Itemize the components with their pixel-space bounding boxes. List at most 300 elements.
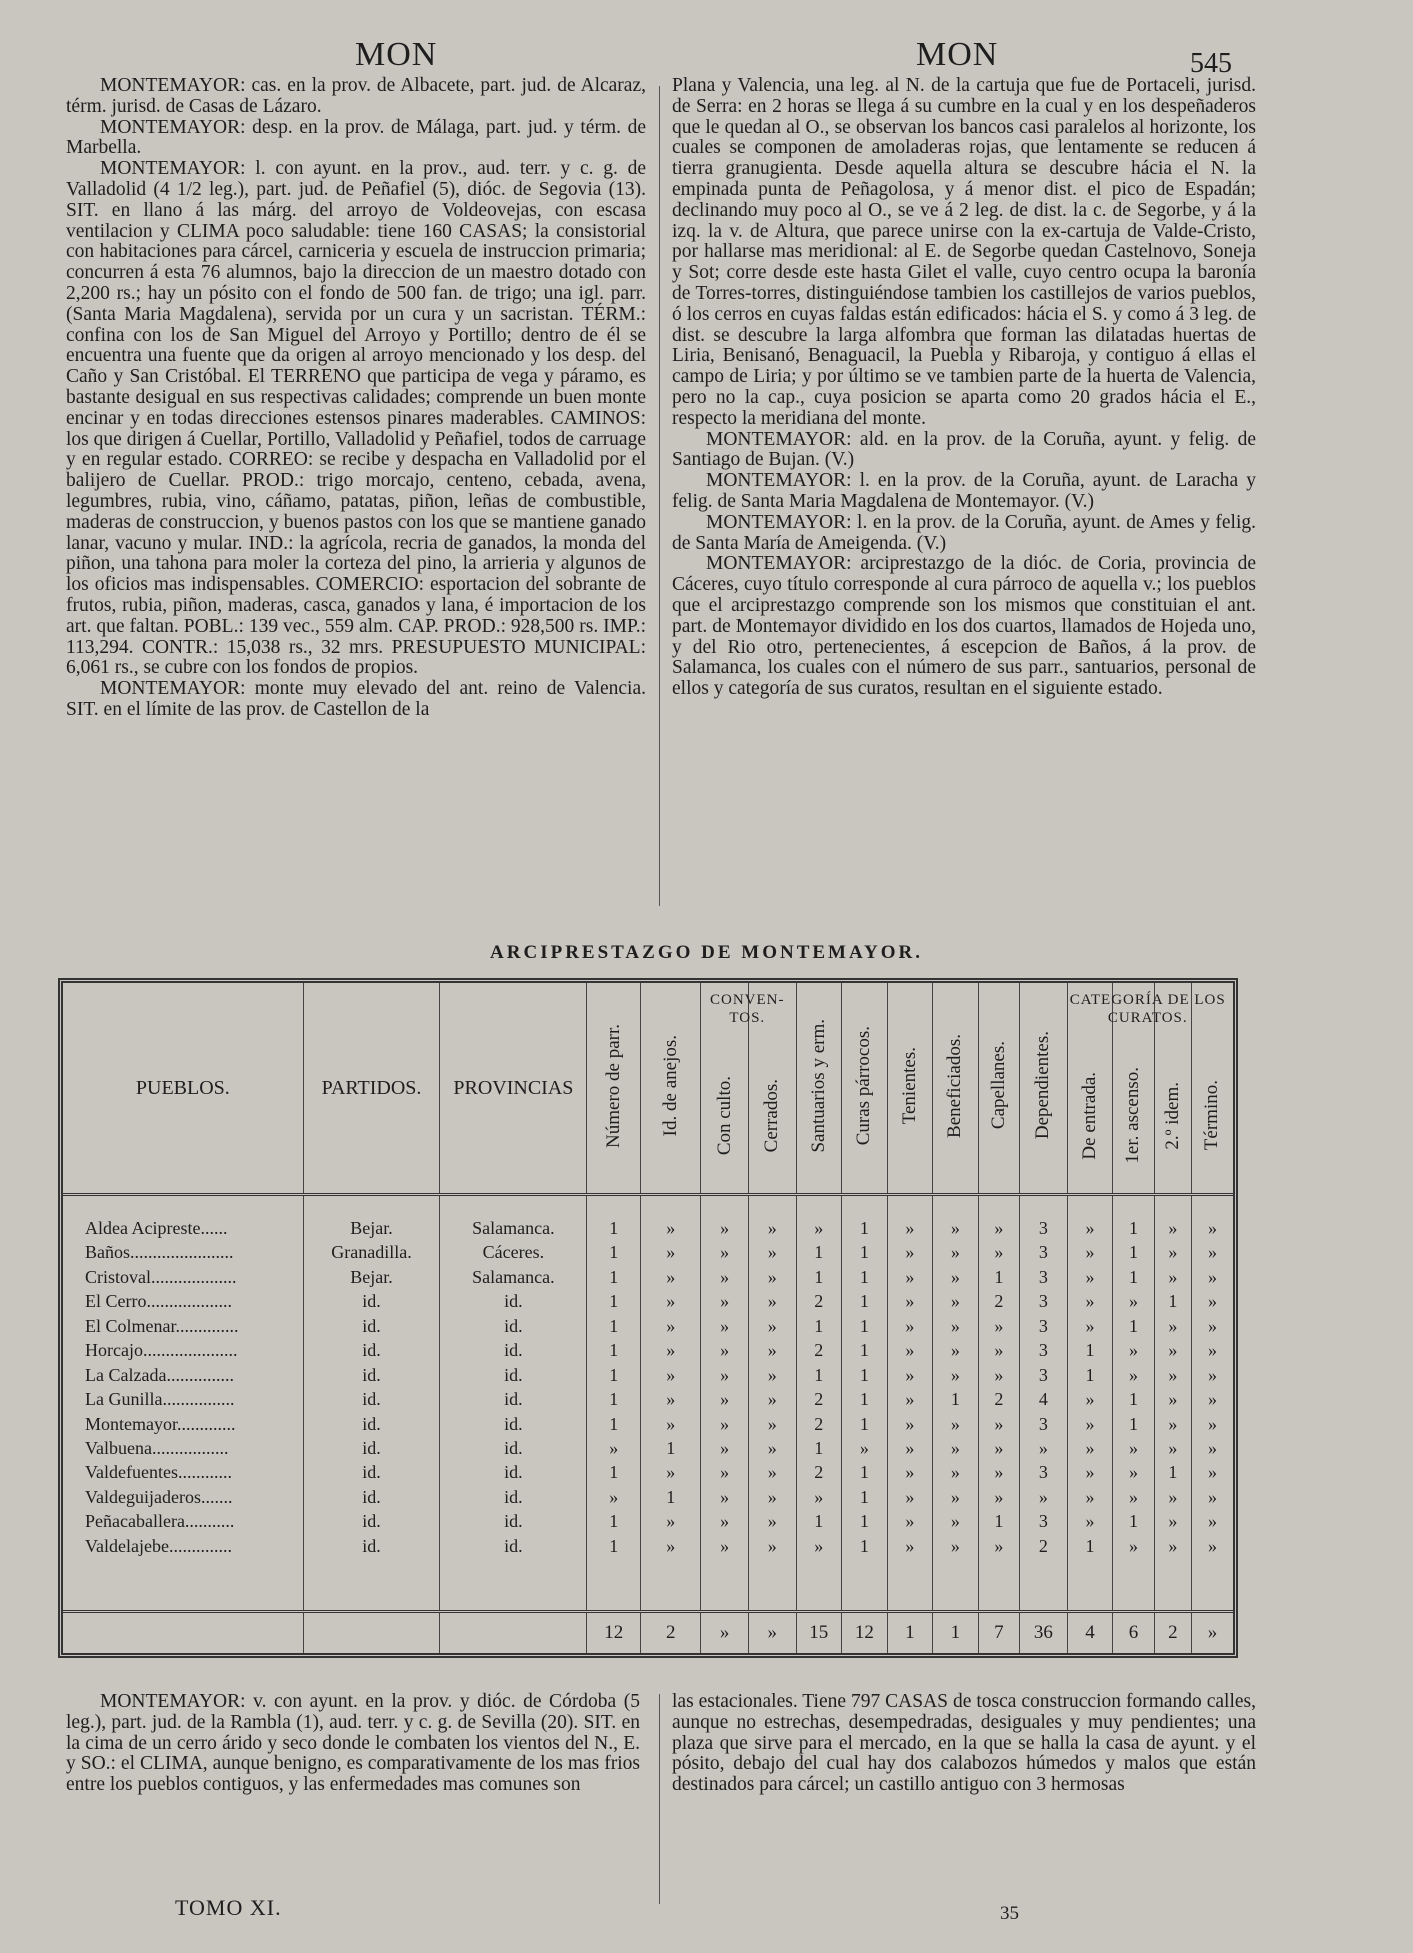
total-cell: 12 bbox=[842, 1612, 888, 1654]
table-row bbox=[63, 1290, 1233, 1314]
table-cell: » bbox=[748, 1387, 796, 1411]
table-cell: 1 bbox=[842, 1216, 888, 1240]
town-cell: Valbuena................. bbox=[85, 1437, 229, 1458]
table-cell: 1 bbox=[1113, 1387, 1154, 1411]
table-cell: » bbox=[701, 1265, 749, 1289]
running-header-right: MON bbox=[916, 36, 999, 73]
town-cell: Horcajo..................... bbox=[85, 1340, 238, 1361]
table-cell: 1 bbox=[842, 1338, 888, 1362]
table-cell: » bbox=[1191, 1363, 1233, 1387]
table-row bbox=[63, 1436, 1233, 1460]
table-cell: » bbox=[641, 1363, 701, 1387]
table-cell: Bejar. bbox=[303, 1265, 440, 1289]
table-cell: » bbox=[933, 1534, 979, 1558]
table-cell: Granadilla. bbox=[303, 1241, 440, 1265]
table-cell: 1 bbox=[1154, 1290, 1191, 1314]
table-cell: » bbox=[1154, 1241, 1191, 1265]
table-cell: » bbox=[587, 1436, 641, 1460]
table-cell: » bbox=[1020, 1436, 1068, 1460]
table-row bbox=[63, 1265, 1233, 1289]
total-cell: 2 bbox=[1154, 1612, 1191, 1654]
table-cell: » bbox=[1154, 1485, 1191, 1509]
total-cell: 7 bbox=[978, 1612, 1019, 1654]
table-cell: 2 bbox=[978, 1387, 1019, 1411]
table-cell: 1 bbox=[842, 1265, 888, 1289]
table-cell: » bbox=[1067, 1412, 1113, 1436]
table-cell: 1 bbox=[1067, 1363, 1113, 1387]
table-cell: » bbox=[978, 1363, 1019, 1387]
table-cell: » bbox=[1191, 1338, 1233, 1362]
table-cell: » bbox=[748, 1485, 796, 1509]
table-cell: » bbox=[1113, 1338, 1154, 1362]
entry-paragraph: MONTEMAYOR: l. en la prov. de la Coruña, ayunt. de Ames y felig. de Santa María de Ameigenda. (V.) bbox=[672, 511, 1256, 554]
table-cell: » bbox=[748, 1338, 796, 1362]
table-cell: 1 bbox=[1113, 1216, 1154, 1240]
table-cell: id. bbox=[440, 1363, 587, 1387]
table-row bbox=[63, 1216, 1233, 1240]
group-categoria: CATEGORÍA DE LOS CURATOS. bbox=[1069, 992, 1226, 1026]
table-cell: » bbox=[641, 1338, 701, 1362]
table-cell: id. bbox=[303, 1290, 440, 1314]
header-ascenso2: 2.º idem. bbox=[1154, 983, 1191, 1195]
table-cell: id. bbox=[440, 1461, 587, 1485]
header-beneficiados: Beneficiados. bbox=[933, 983, 979, 1195]
table-cell: » bbox=[1191, 1216, 1233, 1240]
table-cell: 3 bbox=[1020, 1290, 1068, 1314]
table-cell: » bbox=[1154, 1412, 1191, 1436]
bottom-right-column bbox=[672, 1692, 1256, 1796]
table-cell: » bbox=[748, 1216, 796, 1240]
table-cell: » bbox=[748, 1363, 796, 1387]
table-cell: 1 bbox=[1154, 1461, 1191, 1485]
table-cell: id. bbox=[303, 1534, 440, 1558]
header-numero-parr: Número de parr. bbox=[587, 983, 641, 1195]
table-row bbox=[63, 1534, 1233, 1558]
town-cell: El Colmenar.............. bbox=[85, 1315, 239, 1336]
table-cell: » bbox=[1067, 1436, 1113, 1460]
table-cell: » bbox=[1191, 1387, 1233, 1411]
page-number: 545 bbox=[1190, 48, 1232, 79]
volume-label: TOMO XI. bbox=[175, 1895, 282, 1920]
table-cell: » bbox=[701, 1216, 749, 1240]
header-pueblos: PUEBLOS. bbox=[63, 983, 303, 1195]
table-cell: » bbox=[641, 1510, 701, 1534]
total-cell: » bbox=[1191, 1612, 1233, 1654]
table-cell: 1 bbox=[587, 1338, 641, 1362]
table-cell: » bbox=[641, 1534, 701, 1558]
table-cell: id. bbox=[440, 1338, 587, 1362]
header-anejos: Id. de anejos. bbox=[641, 983, 701, 1195]
table-cell: » bbox=[796, 1534, 842, 1558]
total-cell: 36 bbox=[1020, 1612, 1068, 1654]
table-cell: » bbox=[1154, 1216, 1191, 1240]
table-cell: 1 bbox=[842, 1461, 888, 1485]
table-cell: » bbox=[978, 1412, 1019, 1436]
table-cell: id. bbox=[440, 1290, 587, 1314]
table-cell: 1 bbox=[842, 1241, 888, 1265]
table-cell: id. bbox=[303, 1436, 440, 1460]
table-cell: 1 bbox=[587, 1314, 641, 1338]
table-cell: id. bbox=[303, 1387, 440, 1411]
table-cell: » bbox=[641, 1290, 701, 1314]
table-cell: 1 bbox=[1113, 1241, 1154, 1265]
table-cell: 1 bbox=[842, 1290, 888, 1314]
table-cell: 3 bbox=[1020, 1412, 1068, 1436]
table-row bbox=[63, 1412, 1233, 1436]
table-cell: » bbox=[587, 1485, 641, 1509]
table-cell: » bbox=[748, 1461, 796, 1485]
total-cell: 15 bbox=[796, 1612, 842, 1654]
table-cell: » bbox=[887, 1461, 933, 1485]
table-cell: 1 bbox=[796, 1363, 842, 1387]
table-cell: 1 bbox=[641, 1485, 701, 1509]
table-cell: » bbox=[887, 1241, 933, 1265]
table-cell: » bbox=[701, 1510, 749, 1534]
table-cell: » bbox=[1154, 1436, 1191, 1460]
table-cell: id. bbox=[440, 1510, 587, 1534]
table-cell: » bbox=[933, 1265, 979, 1289]
table-cell: » bbox=[701, 1461, 749, 1485]
table-cell: » bbox=[933, 1412, 979, 1436]
town-cell: Valdelajebe.............. bbox=[85, 1535, 232, 1556]
table-cell: » bbox=[748, 1412, 796, 1436]
table-cell: 1 bbox=[587, 1534, 641, 1558]
table-cell: » bbox=[1113, 1436, 1154, 1460]
left-column bbox=[66, 76, 646, 721]
table-title: ARCIPRESTAZGO DE MONTEMAYOR. bbox=[490, 942, 923, 963]
header-cerrados: Cerrados. bbox=[748, 983, 796, 1195]
table-cell: » bbox=[887, 1265, 933, 1289]
table-cell: » bbox=[978, 1534, 1019, 1558]
table-cell: » bbox=[1067, 1290, 1113, 1314]
town-cell: Valdeguijaderos....... bbox=[85, 1486, 233, 1507]
town-cell: Aldea Acipreste...... bbox=[85, 1217, 228, 1238]
header-dependientes: Dependientes. bbox=[1020, 983, 1068, 1195]
table-cell: » bbox=[978, 1436, 1019, 1460]
table-cell: 1 bbox=[796, 1314, 842, 1338]
table-cell: id. bbox=[440, 1412, 587, 1436]
signature-mark: 35 bbox=[1000, 1903, 1019, 1924]
table-row bbox=[63, 1485, 1233, 1509]
table-cell: id. bbox=[303, 1412, 440, 1436]
table-cell: 1 bbox=[1113, 1510, 1154, 1534]
table-cell: » bbox=[701, 1338, 749, 1362]
header-capellanes: Capellanes. bbox=[978, 983, 1019, 1195]
table-cell: » bbox=[1191, 1510, 1233, 1534]
table-cell: 1 bbox=[587, 1461, 641, 1485]
table-cell: 1 bbox=[587, 1510, 641, 1534]
table-cell: » bbox=[748, 1534, 796, 1558]
right-column bbox=[672, 76, 1256, 700]
table-cell: » bbox=[1067, 1387, 1113, 1411]
table-cell: » bbox=[748, 1290, 796, 1314]
table-row bbox=[63, 1363, 1233, 1387]
table-cell: 3 bbox=[1020, 1314, 1068, 1338]
table-cell: » bbox=[933, 1314, 979, 1338]
table-cell: » bbox=[1113, 1485, 1154, 1509]
table-cell: » bbox=[701, 1290, 749, 1314]
table-cell: 1 bbox=[842, 1485, 888, 1509]
table-cell: » bbox=[1154, 1387, 1191, 1411]
table-cell: » bbox=[887, 1485, 933, 1509]
entry-paragraph: Plana y Valencia, una leg. al N. de la cartuja que fue de Portaceli, jurisd. de Serra: en 2 horas se llega á su cumbre en la cual y en los despeñaderos que le quedan al O., se observan los bancos casi paralelos al horizonte, los cuales se componen de amoladeras rojas, que lentamente se reducen á tierra granugienta. Desde aquella altura se descubre hácia el N. la empinada punta de Peñagolosa, y á menor dist. el pico de Espadán; declinando muy poco al O., se ve á 2 leg. de dist. la c. de Segorbe, y á la izq. la v. de Altura, que parece unirse con la ex-cartuja de Valde-Cristo, por hallarse mas meridional: al E. de Segorbe quedan Castelnovo, Soneja y Sot; corre desde este hasta Gilet el valle, cuyo centro ocupa la baronía de Torres-torres, distinguiéndose tambien los castillejos de varios pueblos, ó los cerros en cuyas faldas están edificados: hácia el S. y como á 3 leg. de dist. se descubre la larga alfombra que forman las dilatadas huertas de Liria, Benisanó, Benaguacil, la Puebla y Ribaroja, y contiguo á ellas el campo de Liria; y por último se ve tambien parte de la huerta de Valencia, pero no la cap., cuya posicion se aparta como 20 grados hácia el E., respecto la meridiana del monte. bbox=[672, 75, 1256, 429]
table-cell: » bbox=[933, 1290, 979, 1314]
table-cell: » bbox=[887, 1510, 933, 1534]
table-cell: » bbox=[978, 1485, 1019, 1509]
header-entrada: CATEGORÍA DE LOS CURATOS. De entrada. bbox=[1067, 983, 1113, 1195]
table-cell: » bbox=[1113, 1290, 1154, 1314]
entry-paragraph: MONTEMAYOR: monte muy elevado del ant. reino de Valencia. SIT. en el límite de las prov. de Castellon de la bbox=[66, 678, 646, 720]
table-cell: » bbox=[1067, 1216, 1113, 1240]
header-con-culto: CONVEN-TOS. Con culto. bbox=[701, 983, 749, 1195]
table-cell: 1 bbox=[842, 1412, 888, 1436]
table-cell: » bbox=[641, 1265, 701, 1289]
table-cell: 2 bbox=[796, 1461, 842, 1485]
table-cell: » bbox=[933, 1363, 979, 1387]
table-cell: 1 bbox=[587, 1387, 641, 1411]
town-cell: La Gunilla................ bbox=[85, 1389, 235, 1410]
table-cell: Salamanca. bbox=[440, 1265, 587, 1289]
table-cell: » bbox=[796, 1216, 842, 1240]
table-cell: » bbox=[641, 1412, 701, 1436]
entry-paragraph: MONTEMAYOR: l. con ayunt. en la prov., aud. terr. y c. g. de Valladolid (4 1/2 leg.), part. jud. de Peñafiel (5), dióc. de Segovia (13). SIT. en llano á las márg. del arroyo de Voldeovejas, con escasa ventilacion y CLIMA poco saludable: tiene 160 CASAS; la consistorial con habitaciones para cárcel, carniceria y escuela de instruccion primaria; concurren á esta 76 alumnos, bajo la direccion de un maestro dotado con 2,200 rs.; hay un pósito con el fondo de 500 fan. de trigo; una igl. parr. (Santa Maria Magdalena), servida por un cura y un sacristan. TÉRM.: confina con los de San Miguel del Arroyo y Portillo; dentro de él se encuentra una fuente que da origen al arroyo mencionado y los desp. del Caño y San Cristóbal. El TERRENO que participa de vega y páramo, es bastante desigual en sus respectivas calidades; comprende un buen monte encinar y en todas direcciones estensos pinares maderables. CAMINOS: los que dirigen á Cuellar, Portillo, Valladolid y Peñafiel, todos de carruage y en regular estado. CORREO: se recibe y despacha en Valladolid por el balijero de Cuellar. PROD.: trigo morcajo, centeno, cebada, avena, legumbres, rubia, vino, cáñamo, patatas, piñon, leñas de combustible, maderas de construccion, y buenos pastos con los que se mantiene ganado lanar, vacuno y mular. IND.: la agrícola, recria de ganados, la monda del piñon, una tahona para moler la corteza del pino, la arrieria y algunos de los oficios mas indispensables. COMERCIO: esportacion del sobrante de frutos, rubia, piñon, maderas, casca, ganados y lana, é importacion de los art. que faltan. POBL.: 139 vec., 559 alm. CAP. PROD.: 928,500 rs. IMP.: 113,294. CONTR.: 15,038 rs., 32 mrs. PRESUPUESTO MUNICIPAL: 6,061 rs., se cubre con los fondos de propios. bbox=[66, 158, 646, 679]
table-cell: » bbox=[1020, 1485, 1068, 1509]
table-cell: » bbox=[933, 1510, 979, 1534]
header-provincias: PROVINCIAS bbox=[440, 983, 587, 1195]
table-cell: 2 bbox=[796, 1338, 842, 1362]
table-cell: » bbox=[933, 1216, 979, 1240]
arciprestazgo-table bbox=[63, 983, 1233, 1653]
table-cell: » bbox=[701, 1534, 749, 1558]
table-cell: 1 bbox=[587, 1363, 641, 1387]
table-cell: » bbox=[887, 1412, 933, 1436]
table-cell: 2 bbox=[978, 1290, 1019, 1314]
entry-paragraph: MONTEMAYOR: cas. en la prov. de Albacete, part. jud. de Alcaraz, térm. jurisd. de Casas de Lázaro. bbox=[66, 75, 646, 117]
entry-paragraph: MONTEMAYOR: l. en la prov. de la Coruña, ayunt. de Laracha y felig. de Santa Maria Magdalena de Montemayor. (V.) bbox=[672, 470, 1256, 512]
table-cell: Salamanca. bbox=[440, 1216, 587, 1240]
header-ascenso1: 1er. ascenso. bbox=[1113, 983, 1154, 1195]
entry-paragraph: las estacionales. Tiene 797 CASAS de tosca construccion formando calles, aunque no estrechas, desempedradas, desiguales y muy pendientes; una plaza que sirve para el mercado, en la que se halla la casa de ayunt. y el pósito, debajo del cual hay dos calabozos húmedos y malos que están destinados para cárcel; un castillo antiguo con 3 hermosas bbox=[672, 1691, 1256, 1796]
entry-paragraph: MONTEMAYOR: desp. en la prov. de Málaga, part. jud. y térm. de Marbella. bbox=[66, 116, 646, 159]
table-cell: » bbox=[933, 1436, 979, 1460]
table-cell: » bbox=[748, 1241, 796, 1265]
table-cell: » bbox=[641, 1314, 701, 1338]
table-cell: » bbox=[641, 1387, 701, 1411]
table-cell: » bbox=[887, 1436, 933, 1460]
table-cell: » bbox=[887, 1314, 933, 1338]
table-cell: » bbox=[1191, 1436, 1233, 1460]
table-cell: » bbox=[1154, 1534, 1191, 1558]
table-cell: » bbox=[1154, 1314, 1191, 1338]
entry-paragraph: MONTEMAYOR: v. con ayunt. en la prov. y dióc. de Córdoba (5 leg.), part. jud. de la Rambla (1), aud. terr. y c. g. de Sevilla (20). SIT. en la cima de un cerro árido y seco donde le combaten los vientos del N., E. y SO.: el CLIMA, aunque benigno, es comparativamente de los mas frios entre los pueblos contiguos, y las enfermedades mas comunes son bbox=[66, 1691, 640, 1796]
table-cell: » bbox=[842, 1436, 888, 1460]
table-cell: id. bbox=[303, 1314, 440, 1338]
table-cell: » bbox=[1191, 1412, 1233, 1436]
table-cell: » bbox=[978, 1338, 1019, 1362]
table-cell: 3 bbox=[1020, 1216, 1068, 1240]
table-row bbox=[63, 1241, 1233, 1265]
table-cell: » bbox=[887, 1387, 933, 1411]
header-curas: Curas párrocos. bbox=[842, 983, 888, 1195]
table-cell: » bbox=[748, 1510, 796, 1534]
table-cell: 3 bbox=[1020, 1338, 1068, 1362]
table-cell: » bbox=[1067, 1241, 1113, 1265]
table-cell: » bbox=[887, 1338, 933, 1362]
table-cell: 2 bbox=[796, 1387, 842, 1411]
table-cell: id. bbox=[440, 1534, 587, 1558]
table-cell: 1 bbox=[796, 1510, 842, 1534]
table-cell: » bbox=[887, 1363, 933, 1387]
column-divider-bottom bbox=[659, 1694, 660, 1904]
table-cell: » bbox=[1191, 1534, 1233, 1558]
table-cell: 3 bbox=[1020, 1241, 1068, 1265]
table-cell: » bbox=[1191, 1265, 1233, 1289]
table-cell: 1 bbox=[587, 1290, 641, 1314]
table-cell: » bbox=[1191, 1485, 1233, 1509]
total-cell: 12 bbox=[587, 1612, 641, 1654]
table-cell: 2 bbox=[1020, 1534, 1068, 1558]
table-cell: » bbox=[796, 1485, 842, 1509]
table-cell: 1 bbox=[1113, 1265, 1154, 1289]
total-cell: » bbox=[701, 1612, 749, 1654]
table-cell: » bbox=[1067, 1314, 1113, 1338]
table-cell: » bbox=[1154, 1265, 1191, 1289]
table-cell: » bbox=[1191, 1241, 1233, 1265]
table-cell: id. bbox=[303, 1485, 440, 1509]
table-cell: » bbox=[1113, 1461, 1154, 1485]
group-conventos: CONVEN-TOS. bbox=[710, 992, 785, 1026]
table-cell: 1 bbox=[1067, 1338, 1113, 1362]
table-cell: » bbox=[978, 1461, 1019, 1485]
table-cell: » bbox=[701, 1412, 749, 1436]
table-cell: » bbox=[641, 1216, 701, 1240]
table-cell: 1 bbox=[1113, 1412, 1154, 1436]
column-divider-top bbox=[659, 86, 660, 906]
entry-paragraph: MONTEMAYOR: arciprestazgo de la dióc. de Coria, provincia de Cáceres, cuyo título corresponde al cura párroco de aquella v.; los pueblos que el arciprestazgo comprende son los mismos que constituian el ant. part. de Montemayor dividido en los dos cuartos, llamados de Hojeda uno, y del Rio otro, pertenecientes, á escepcion de Baños, á la prov. de Salamanca, los cuales con el número de sus parr., santuarios, personal de ellos y categoría de sus curatos, resultan en el siguiente estado. bbox=[672, 553, 1256, 700]
table-cell: » bbox=[1067, 1461, 1113, 1485]
table-cell: id. bbox=[440, 1387, 587, 1411]
table-cell: » bbox=[1067, 1265, 1113, 1289]
table-cell: 1 bbox=[587, 1412, 641, 1436]
total-cell: » bbox=[748, 1612, 796, 1654]
header-santuarios: Santuarios y erm. bbox=[796, 983, 842, 1195]
table-cell: 1 bbox=[933, 1387, 979, 1411]
table-cell: 1 bbox=[978, 1510, 1019, 1534]
table-cell: 1 bbox=[796, 1436, 842, 1460]
running-header-left: MON bbox=[355, 36, 438, 73]
table-row bbox=[63, 1510, 1233, 1534]
table-cell: 3 bbox=[1020, 1363, 1068, 1387]
table-cell: » bbox=[1113, 1534, 1154, 1558]
total-cell: 4 bbox=[1067, 1612, 1113, 1654]
table-cell: 4 bbox=[1020, 1387, 1068, 1411]
table-cell: » bbox=[701, 1241, 749, 1265]
table-cell: » bbox=[1154, 1510, 1191, 1534]
table-cell: Bejar. bbox=[303, 1216, 440, 1240]
table-cell: » bbox=[933, 1461, 979, 1485]
entry-paragraph: MONTEMAYOR: ald. en la prov. de la Coruña, ayunt. y felig. de Santiago de Bujan. (V.) bbox=[672, 428, 1256, 471]
table-cell: » bbox=[1191, 1461, 1233, 1485]
table-cell: 1 bbox=[641, 1436, 701, 1460]
table-header-row bbox=[63, 983, 1233, 1195]
table-cell: » bbox=[701, 1436, 749, 1460]
header-partidos: PARTIDOS. bbox=[303, 983, 440, 1195]
table-cell: » bbox=[748, 1314, 796, 1338]
table-cell: » bbox=[641, 1461, 701, 1485]
town-cell: Cristoval................... bbox=[85, 1266, 237, 1287]
table-cell: 3 bbox=[1020, 1461, 1068, 1485]
table-spacer-row bbox=[63, 1195, 1233, 1217]
table-cell: 1 bbox=[1067, 1534, 1113, 1558]
table-cell: 1 bbox=[842, 1363, 888, 1387]
table-row bbox=[63, 1387, 1233, 1411]
table-cell: Cáceres. bbox=[440, 1241, 587, 1265]
table-cell: » bbox=[701, 1387, 749, 1411]
table-cell: » bbox=[1067, 1510, 1113, 1534]
table-cell: id. bbox=[303, 1461, 440, 1485]
town-cell: Valdefuentes............ bbox=[85, 1462, 232, 1483]
table-cell: 3 bbox=[1020, 1510, 1068, 1534]
table-cell: id. bbox=[440, 1485, 587, 1509]
table-row bbox=[63, 1314, 1233, 1338]
table-body bbox=[63, 1195, 1233, 1612]
table-cell: 1 bbox=[842, 1387, 888, 1411]
header-tenientes: Tenientes. bbox=[887, 983, 933, 1195]
table-cell: id. bbox=[303, 1363, 440, 1387]
table-cell: » bbox=[1191, 1314, 1233, 1338]
table-row bbox=[63, 1338, 1233, 1362]
table-cell: » bbox=[701, 1363, 749, 1387]
table-cell: » bbox=[701, 1485, 749, 1509]
table-cell: 1 bbox=[587, 1216, 641, 1240]
total-cell: 1 bbox=[933, 1612, 979, 1654]
town-cell: El Cerro................... bbox=[85, 1291, 232, 1312]
table-cell: » bbox=[1154, 1363, 1191, 1387]
table-cell: » bbox=[887, 1290, 933, 1314]
table-cell: id. bbox=[303, 1510, 440, 1534]
table-totals-row bbox=[63, 1612, 1233, 1654]
table-cell: » bbox=[1113, 1363, 1154, 1387]
total-cell: 1 bbox=[887, 1612, 933, 1654]
table-cell: » bbox=[978, 1241, 1019, 1265]
table-cell: » bbox=[933, 1241, 979, 1265]
table-cell: 1 bbox=[796, 1241, 842, 1265]
table-cell: » bbox=[887, 1216, 933, 1240]
town-cell: Montemayor............. bbox=[85, 1413, 236, 1434]
table-cell: » bbox=[978, 1216, 1019, 1240]
table-cell: » bbox=[748, 1265, 796, 1289]
table-cell: 1 bbox=[978, 1265, 1019, 1289]
table-cell: 1 bbox=[587, 1265, 641, 1289]
table-cell: » bbox=[933, 1485, 979, 1509]
table-cell: » bbox=[1067, 1485, 1113, 1509]
table-cell: id. bbox=[440, 1436, 587, 1460]
arciprestazgo-table-frame bbox=[58, 978, 1238, 1658]
table-cell: » bbox=[701, 1314, 749, 1338]
table-cell: 3 bbox=[1020, 1265, 1068, 1289]
table-cell: 2 bbox=[796, 1412, 842, 1436]
table-cell: » bbox=[748, 1436, 796, 1460]
town-cell: Peñacaballera........... bbox=[85, 1511, 235, 1532]
table-cell: » bbox=[1154, 1338, 1191, 1362]
table-row bbox=[63, 1461, 1233, 1485]
table-cell: id. bbox=[303, 1338, 440, 1362]
table-cell: 2 bbox=[796, 1290, 842, 1314]
bottom-left-column bbox=[66, 1692, 640, 1796]
table-cell: 1 bbox=[1113, 1314, 1154, 1338]
table-cell: » bbox=[978, 1314, 1019, 1338]
table-cell: » bbox=[641, 1241, 701, 1265]
